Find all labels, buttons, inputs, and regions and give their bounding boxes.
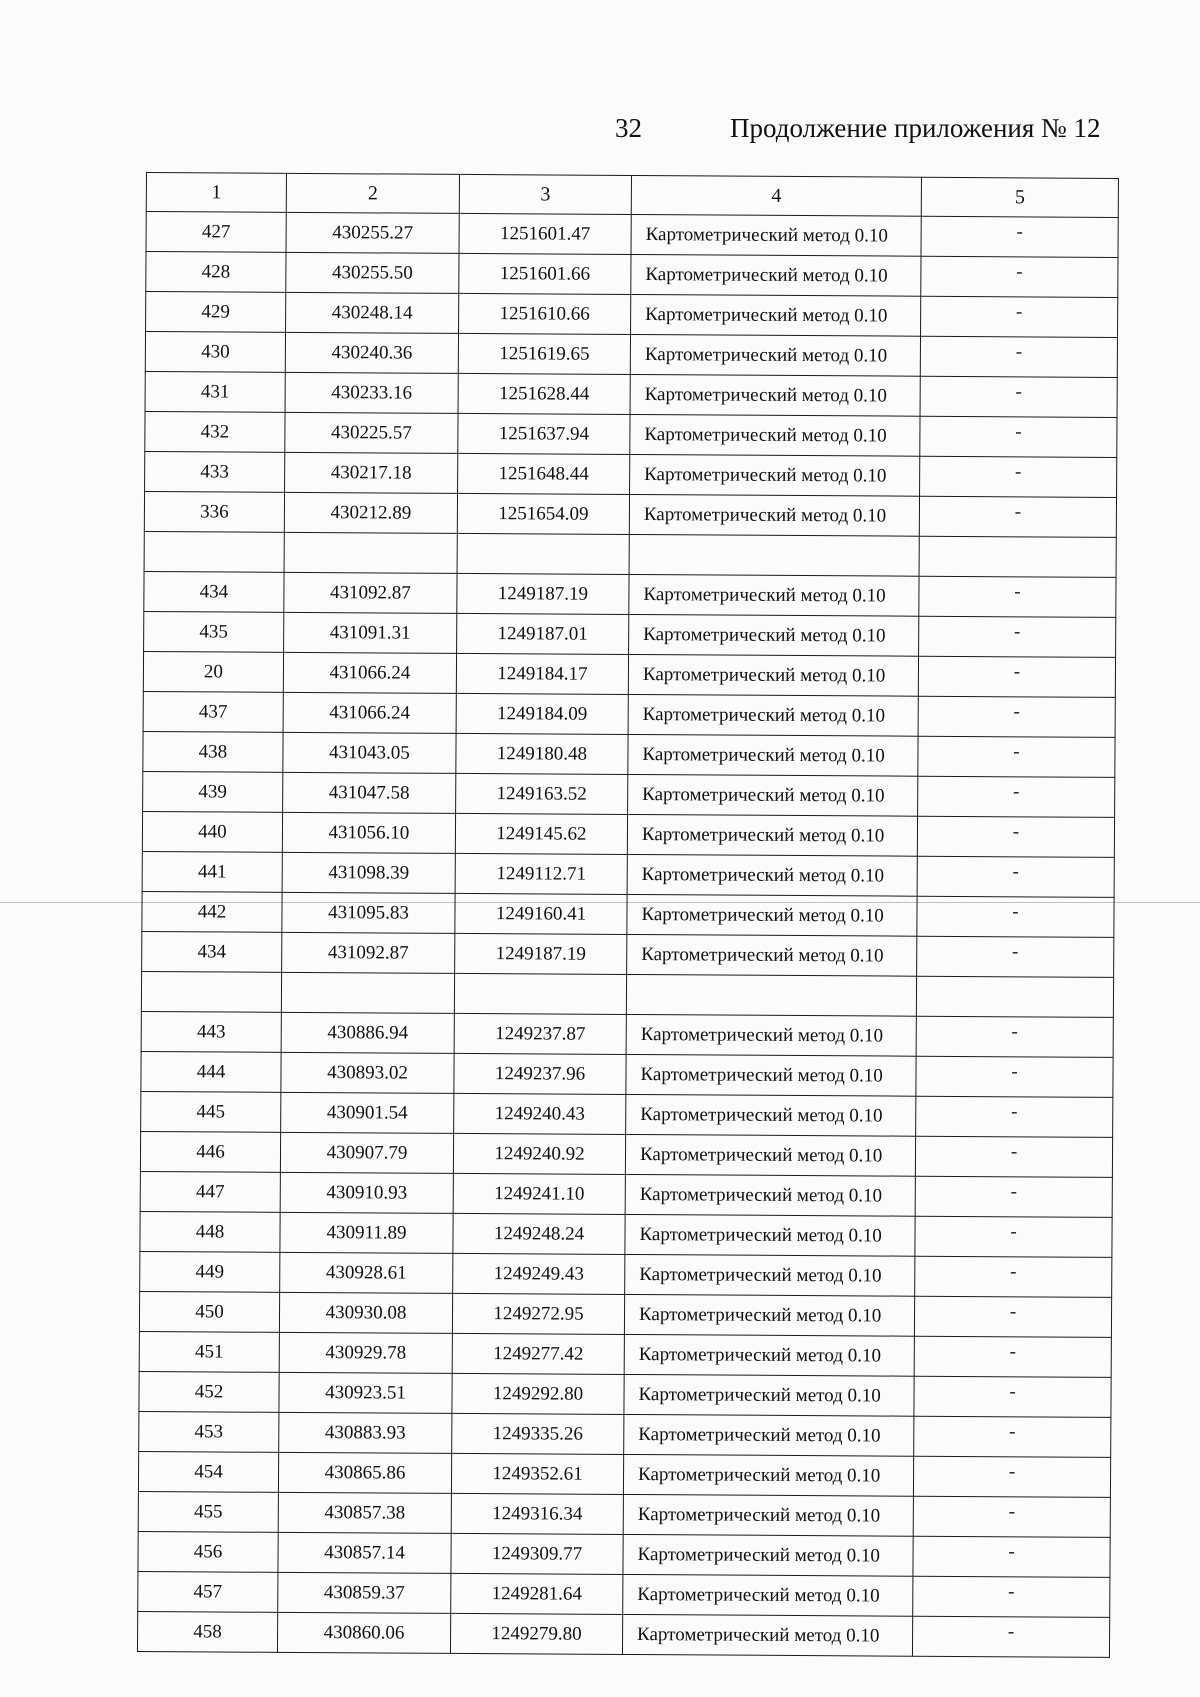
method-cell: Картометрический метод 0.10 (631, 214, 921, 256)
method-cell: Картометрический метод 0.10 (625, 1254, 915, 1296)
table-row (138, 1571, 1110, 1617)
point-number-cell: 434 (142, 931, 282, 972)
table-row (140, 1211, 1112, 1257)
column-header: 3 (459, 174, 631, 214)
x-coordinate-cell: 430233.16 (285, 372, 458, 413)
point-number-cell: 450 (139, 1291, 279, 1332)
x-coordinate-cell: 431043.05 (283, 732, 456, 773)
y-coordinate-cell: 1249279.80 (450, 1613, 622, 1654)
point-number-cell: 449 (140, 1251, 280, 1292)
point-number-cell: 456 (138, 1531, 278, 1572)
y-coordinate-cell: 1249240.43 (454, 1093, 626, 1134)
note-cell: - (917, 856, 1114, 897)
table-row (139, 1411, 1111, 1457)
point-number-cell: 336 (144, 491, 284, 532)
method-cell: Картометрический метод 0.10 (626, 1094, 916, 1136)
x-coordinate-cell: 431092.87 (284, 572, 457, 613)
y-coordinate-cell: 1249241.10 (453, 1173, 625, 1214)
y-coordinate-cell: 1249187.19 (457, 573, 629, 614)
method-cell: Картометрический метод 0.10 (623, 1574, 913, 1616)
point-number-cell (144, 531, 284, 572)
note-cell: - (914, 1336, 1111, 1377)
table-row (140, 1251, 1112, 1297)
method-cell: Картометрический метод 0.10 (626, 1054, 916, 1096)
x-coordinate-cell: 431066.24 (283, 652, 456, 693)
y-coordinate-cell: 1249160.41 (455, 893, 627, 934)
appendix-title: Продолжение приложения № 12 (730, 113, 1101, 143)
x-coordinate-cell: 430923.51 (279, 1372, 452, 1413)
note-cell: - (918, 696, 1115, 737)
method-cell: Картометрический метод 0.10 (631, 294, 921, 336)
note-cell: - (920, 336, 1117, 377)
y-coordinate-cell: 1249249.43 (453, 1253, 625, 1294)
point-number-cell: 447 (140, 1171, 280, 1212)
method-cell: Картометрический метод 0.10 (629, 614, 919, 656)
x-coordinate-cell: 430911.89 (280, 1212, 453, 1253)
point-number-cell: 427 (146, 212, 286, 253)
table-row (146, 252, 1118, 298)
table-row (144, 491, 1116, 537)
x-coordinate-cell: 431066.24 (283, 692, 456, 733)
point-number-cell: 434 (144, 571, 284, 612)
x-coordinate-cell: 431095.83 (282, 892, 455, 933)
method-cell: Картометрический метод 0.10 (625, 1174, 915, 1216)
x-coordinate-cell: 430901.54 (281, 1092, 454, 1133)
note-cell: - (914, 1296, 1111, 1337)
x-coordinate-cell: 430883.93 (279, 1412, 452, 1453)
table-row (141, 1051, 1113, 1097)
table-row (140, 1131, 1112, 1177)
table-row (146, 212, 1118, 258)
table-row (143, 691, 1115, 737)
y-coordinate-cell: 1249187.19 (455, 933, 627, 974)
y-coordinate-cell: 1249237.96 (454, 1053, 626, 1094)
column-header: 1 (146, 173, 286, 213)
column-header: 2 (286, 173, 459, 213)
method-cell: Картометрический метод 0.10 (627, 814, 917, 856)
method-cell: Картометрический метод 0.10 (624, 1414, 914, 1456)
method-cell: Картометрический метод 0.10 (626, 1014, 916, 1056)
method-cell: Картометрический метод 0.10 (627, 894, 917, 936)
point-number-cell: 445 (141, 1091, 281, 1132)
table-row (144, 611, 1116, 657)
column-header: 5 (921, 177, 1118, 217)
point-number-cell: 429 (146, 292, 286, 333)
table-row (146, 292, 1118, 338)
note-cell: - (915, 1136, 1112, 1177)
x-coordinate-cell: 431047.58 (283, 772, 456, 813)
method-cell: Картометрический метод 0.10 (624, 1374, 914, 1416)
x-coordinate-cell (281, 972, 454, 1013)
x-coordinate-cell: 430857.38 (278, 1492, 451, 1533)
note-cell: - (918, 656, 1115, 697)
note-cell: - (913, 1496, 1110, 1537)
y-coordinate-cell: 1249184.09 (456, 693, 628, 734)
point-number-cell (141, 971, 281, 1012)
x-coordinate-cell: 430255.50 (286, 252, 459, 293)
x-coordinate-cell: 430859.37 (278, 1572, 451, 1613)
point-number-cell: 431 (145, 371, 285, 412)
note-cell: - (919, 576, 1116, 617)
x-coordinate-cell: 430857.14 (278, 1532, 451, 1573)
y-coordinate-cell: 1251601.66 (459, 253, 631, 294)
note-cell: - (914, 1376, 1111, 1417)
note-cell: - (914, 1416, 1111, 1457)
y-coordinate-cell: 1249184.17 (456, 653, 628, 694)
note-cell: - (916, 1016, 1113, 1057)
point-number-cell: 452 (139, 1371, 279, 1412)
method-cell (629, 534, 919, 576)
method-cell: Картометрический метод 0.10 (630, 414, 920, 456)
method-cell: Картометрический метод 0.10 (623, 1454, 913, 1496)
table-row (143, 771, 1115, 817)
point-number-cell: 442 (142, 891, 282, 932)
point-number-cell: 457 (138, 1571, 278, 1612)
y-coordinate-cell: 1249281.64 (451, 1573, 623, 1614)
table-row (139, 1371, 1111, 1417)
x-coordinate-cell: 430860.06 (277, 1612, 450, 1653)
table-row (143, 651, 1115, 697)
y-coordinate-cell (454, 973, 626, 1014)
y-coordinate-cell: 1251619.65 (458, 333, 630, 374)
note-cell (916, 976, 1113, 1017)
y-coordinate-cell: 1249272.95 (452, 1293, 624, 1334)
note-cell: - (921, 216, 1118, 257)
x-coordinate-cell: 431091.31 (284, 612, 457, 653)
note-cell: - (917, 936, 1114, 977)
point-number-cell: 433 (145, 451, 285, 492)
x-coordinate-cell: 430217.18 (285, 452, 458, 493)
table-separator-row (141, 971, 1113, 1017)
y-coordinate-cell: 1249163.52 (456, 773, 628, 814)
x-coordinate-cell: 430212.89 (284, 492, 457, 533)
note-cell: - (920, 456, 1117, 497)
method-cell: Картометрический метод 0.10 (630, 334, 920, 376)
point-number-cell: 443 (141, 1011, 281, 1052)
table-row (138, 1491, 1110, 1537)
table-row (140, 1171, 1112, 1217)
note-cell: - (919, 616, 1116, 657)
column-header: 4 (631, 175, 921, 216)
table-body (137, 212, 1118, 1658)
note-cell: - (913, 1456, 1110, 1497)
y-coordinate-cell: 1251628.44 (458, 373, 630, 414)
method-cell: Картометрический метод 0.10 (629, 574, 919, 616)
note-cell: - (915, 1176, 1112, 1217)
x-coordinate-cell: 430255.27 (286, 212, 459, 253)
note-cell: - (921, 256, 1118, 297)
y-coordinate-cell: 1249180.48 (456, 733, 628, 774)
x-coordinate-cell: 430907.79 (280, 1132, 453, 1173)
x-coordinate-cell: 430865.86 (278, 1452, 451, 1493)
x-coordinate-cell: 430910.93 (280, 1172, 453, 1213)
y-coordinate-cell: 1251610.66 (459, 293, 631, 334)
point-number-cell: 441 (142, 851, 282, 892)
y-coordinate-cell: 1249187.01 (457, 613, 629, 654)
method-cell: Картометрический метод 0.10 (627, 934, 917, 976)
x-coordinate-cell: 431056.10 (282, 812, 455, 853)
method-cell: Картометрический метод 0.10 (625, 1214, 915, 1256)
point-number-cell: 432 (145, 411, 285, 452)
point-number-cell: 435 (144, 611, 284, 652)
note-cell: - (916, 1096, 1113, 1137)
note-cell: - (912, 1616, 1109, 1657)
method-cell: Картометрический метод 0.10 (624, 1334, 914, 1376)
table-row (142, 811, 1114, 857)
note-cell (919, 536, 1116, 577)
method-cell: Картометрический метод 0.10 (628, 654, 918, 696)
x-coordinate-cell: 430886.94 (281, 1012, 454, 1053)
note-cell: - (918, 776, 1115, 817)
x-coordinate-cell: 430929.78 (279, 1332, 452, 1373)
method-cell: Картометрический метод 0.10 (629, 494, 919, 536)
point-number-cell: 428 (146, 252, 286, 293)
y-coordinate-cell: 1251601.47 (459, 213, 631, 254)
y-coordinate-cell: 1249240.92 (453, 1133, 625, 1174)
method-cell: Картометрический метод 0.10 (622, 1614, 912, 1656)
y-coordinate-cell: 1251654.09 (457, 493, 629, 534)
table-row (145, 451, 1117, 497)
table-row (142, 891, 1114, 937)
note-cell: - (915, 1216, 1112, 1257)
point-number-cell: 437 (143, 691, 283, 732)
table-separator-row (144, 531, 1116, 577)
note-cell: - (915, 1256, 1112, 1297)
method-cell: Картометрический метод 0.10 (628, 694, 918, 736)
point-number-cell: 440 (142, 811, 282, 852)
point-number-cell: 439 (143, 771, 283, 812)
note-cell: - (913, 1536, 1110, 1577)
point-number-cell: 438 (143, 731, 283, 772)
y-coordinate-cell: 1249292.80 (452, 1373, 624, 1414)
method-cell (626, 974, 916, 1016)
note-cell: - (918, 736, 1115, 777)
y-coordinate-cell: 1249309.77 (451, 1533, 623, 1574)
coordinates-table (137, 172, 1119, 1658)
table-row (139, 1291, 1111, 1337)
x-coordinate-cell: 430928.61 (280, 1252, 453, 1293)
y-coordinate-cell: 1249145.62 (455, 813, 627, 854)
y-coordinate-cell: 1249277.42 (452, 1333, 624, 1374)
y-coordinate-cell: 1249237.87 (454, 1013, 626, 1054)
method-cell: Картометрический метод 0.10 (624, 1294, 914, 1336)
point-number-cell: 448 (140, 1211, 280, 1252)
table-row (145, 411, 1117, 457)
note-cell: - (921, 296, 1118, 337)
x-coordinate-cell: 431098.39 (282, 852, 455, 893)
point-number-cell: 455 (138, 1491, 278, 1532)
x-coordinate-cell: 430248.14 (286, 292, 459, 333)
method-cell: Картометрический метод 0.10 (625, 1134, 915, 1176)
method-cell: Картометрический метод 0.10 (631, 254, 921, 296)
point-number-cell: 446 (140, 1131, 280, 1172)
note-cell: - (916, 1056, 1113, 1097)
note-cell: - (917, 816, 1114, 857)
y-coordinate-cell: 1249248.24 (453, 1213, 625, 1254)
x-coordinate-cell (284, 532, 457, 573)
y-coordinate-cell: 1249316.34 (451, 1493, 623, 1534)
table-header-row (146, 173, 1118, 218)
method-cell: Картометрический метод 0.10 (627, 854, 917, 896)
point-number-cell: 430 (145, 332, 285, 373)
x-coordinate-cell: 430240.36 (285, 332, 458, 373)
x-coordinate-cell: 431092.87 (282, 932, 455, 973)
note-cell: - (917, 896, 1114, 937)
point-number-cell: 453 (139, 1411, 279, 1452)
table-row (144, 571, 1116, 617)
method-cell: Картометрический метод 0.10 (630, 374, 920, 416)
method-cell: Картометрический метод 0.10 (628, 774, 918, 816)
note-cell: - (913, 1576, 1110, 1617)
method-cell: Картометрический метод 0.10 (628, 734, 918, 776)
table-row (143, 731, 1115, 777)
y-coordinate-cell: 1251648.44 (458, 453, 630, 494)
y-coordinate-cell: 1249352.61 (451, 1453, 623, 1494)
table-row (145, 371, 1117, 417)
table-row (142, 851, 1114, 897)
point-number-cell: 454 (138, 1451, 278, 1492)
table-row (145, 332, 1117, 378)
table-row (137, 1611, 1109, 1657)
table-row (139, 1331, 1111, 1377)
table-row (141, 1011, 1113, 1057)
method-cell: Картометрический метод 0.10 (623, 1534, 913, 1576)
y-coordinate-cell: 1249335.26 (452, 1413, 624, 1454)
note-cell: - (919, 496, 1116, 537)
x-coordinate-cell: 430930.08 (279, 1292, 452, 1333)
method-cell: Картометрический метод 0.10 (623, 1494, 913, 1536)
point-number-cell: 20 (143, 651, 283, 692)
method-cell: Картометрический метод 0.10 (630, 454, 920, 496)
point-number-cell: 451 (139, 1331, 279, 1372)
note-cell: - (920, 376, 1117, 417)
table-row (141, 1091, 1113, 1137)
point-number-cell: 458 (137, 1611, 277, 1652)
table-row (138, 1531, 1110, 1577)
y-coordinate-cell: 1249112.71 (455, 853, 627, 894)
table-row (142, 931, 1114, 977)
page-number: 32 (615, 113, 642, 143)
y-coordinate-cell: 1251637.94 (458, 413, 630, 454)
note-cell: - (920, 416, 1117, 457)
x-coordinate-cell: 430225.57 (285, 412, 458, 453)
y-coordinate-cell (457, 533, 629, 574)
point-number-cell: 444 (141, 1051, 281, 1092)
x-coordinate-cell: 430893.02 (281, 1052, 454, 1093)
table-row (138, 1451, 1110, 1497)
